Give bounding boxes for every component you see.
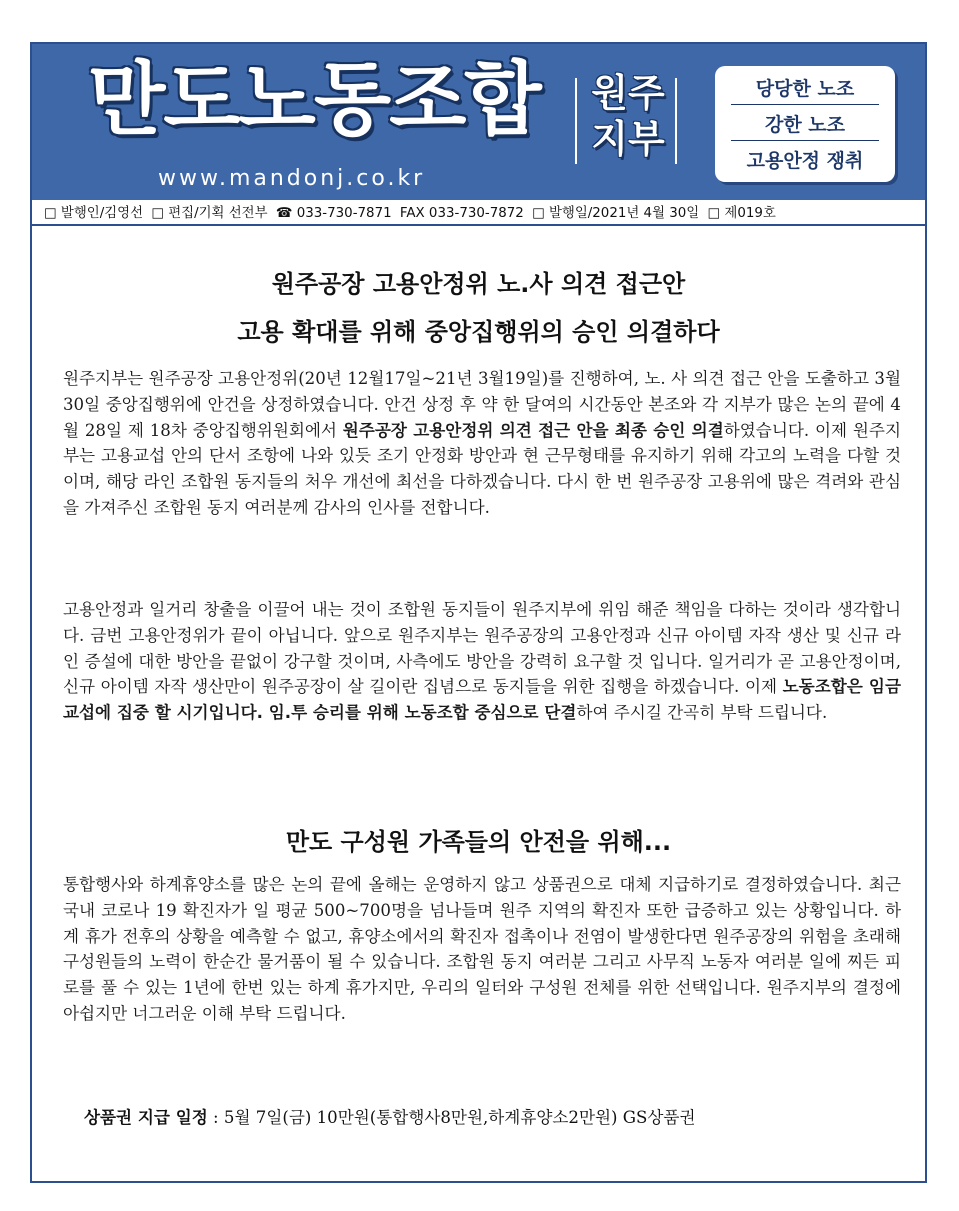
fax-number: FAX 033-730-7872 [399,206,524,221]
p2-text-b: 하여 주시길 간곡히 부탁 드립니다. [576,703,828,723]
article1-paragraph-2 [63,597,901,726]
article1-headline-2: 고용 확대를 위해 중앙집행위의 승인 의결하다 [237,318,720,346]
schedule-value: : 5월 7일(금) 10만원(통합행사8만원,하계휴양소2만원) GS상품권 [207,1108,696,1127]
p1-text-b: 하였습니다. 이제 원주지부는 고용교섭 안의 단서 조항에 나와 있듯 조기 안정화 방안과 현 근무형태를 유지하기 위해 각고의 노력을 다할 것이며, 해당 라인 조합원 동지들의 처우 개선에 최선을 다하겠습니다. 다시 한 번 원주공장 고용위에 많은 격려와 관심을 가져주신 조합원 동지 여러분께 감사의 인사를 전합니다. [63,420,901,517]
union-title: 만도노동조합 [88,53,540,146]
issue-date: □ 발행일/2021년 4월 30일 [532,206,700,221]
title-divider-left [575,78,577,164]
website-url[interactable]: www.mandonj.co.kr [158,166,426,191]
slogan-box [715,66,895,182]
slogan-divider [731,140,879,141]
issue-number: □ 제019호 [707,206,776,221]
voucher-schedule [84,1104,696,1128]
p1-text-bold: 원주공장 고용안정위 의견 접근 안을 최종 승인 의결 [342,420,724,440]
slogan-divider [731,104,879,105]
editor: □ 편집/기획 선전부 [151,206,268,221]
branch-line-2: 지부 [591,117,665,161]
schedule-label: 상품권 지급 일정 [84,1108,208,1127]
article1-paragraph-1 [63,366,901,521]
masthead [32,44,925,200]
p2-text-a: 고용안정과 일거리 창출을 이끌어 내는 것이 조합원 동지들이 원주지부에 위임 해준 책임을 다하는 것이라 생각합니다. 금번 고용안정위가 끝이 아닙니다. 앞으로 원주지부는 원주공장의 고용안정과 신규 아이템 자작 생산 및 신규 라인 증설에 대한 방안을 끝없이 강구할 것이며, 사측에도 방안을 강력히 요구할 것 입니다. 일거리가 곧 고용안정이며, 신규 아이템 자작 생산만이 원주공장이 살 길이란 집념으로 동지들을 위한 집행을 하겠습니다. 이제 [63,600,901,697]
branch-line-1: 원주 [591,71,665,115]
article1-headline-1: 원주공장 고용안정위 노.사 의견 접근안 [271,270,686,298]
p2-text-bold: 노동조합은 임금교섭에 집중 할 시기입니다. 임.투 승리를 위해 노동조합 중심으로 단결 [63,677,901,723]
phone-number: ☎ 033-730-7871 [275,206,392,221]
slogan-1: 당당한 노조 [755,78,855,100]
newsletter-frame [30,42,927,1183]
branch-name [588,70,668,162]
p1-text-a: 원주지부는 원주공장 고용안정위(20년 12월17일~21년 3월19일)를 진행하여, 노. 사 의견 접근 안을 도출하고 3월 30일 중앙집행위에 안건을 상정하였습니다. 안건 상정 후 약 한 달여의 시간동안 본조와 각 지부가 많은 논의 끝에 4월 28일 제 18차 중앙집행위원회에서 [63,369,901,440]
publisher: □ 발행인/김영선 [44,206,144,221]
publication-info-bar [32,202,925,226]
slogan-2: 강한 노조 [764,114,846,136]
title-divider-right [675,78,677,164]
slogan-3: 고용안정 쟁취 [746,150,864,172]
article2-paragraph: 통합행사와 하계휴양소를 많은 논의 끝에 올해는 운영하지 않고 상품권으로 대체 지급하기로 결정하였습니다. 최근 국내 코로나 19 확진자가 일 평균 500~700명을 넘나들며 원주 지역의 확진자 또한 급증하고 있는 상황입니다. 하계 휴가 전후의 상황을 예측할 수 없고, 휴양소에서의 확진자 접촉이나 전염이 발생한다면 원주공장의 위험을 초래해 구성원들의 노력이 한순간 물거품이 될 수 있습니다. 조합원 동지 여러분 그리고 사무직 노동자 여러분 일에 찌든 피로를 풀 수 있는 1년에 한번 있는 하계 휴가지만, 우리의 일터와 구성원 전체를 위한 선택입니다. 원주지부의 결정에 아쉽지만 너그러운 이해 부탁 드립니다. [63,875,901,1023]
article2-headline: 만도 구성원 가족들의 안전을 위해... [285,828,672,856]
